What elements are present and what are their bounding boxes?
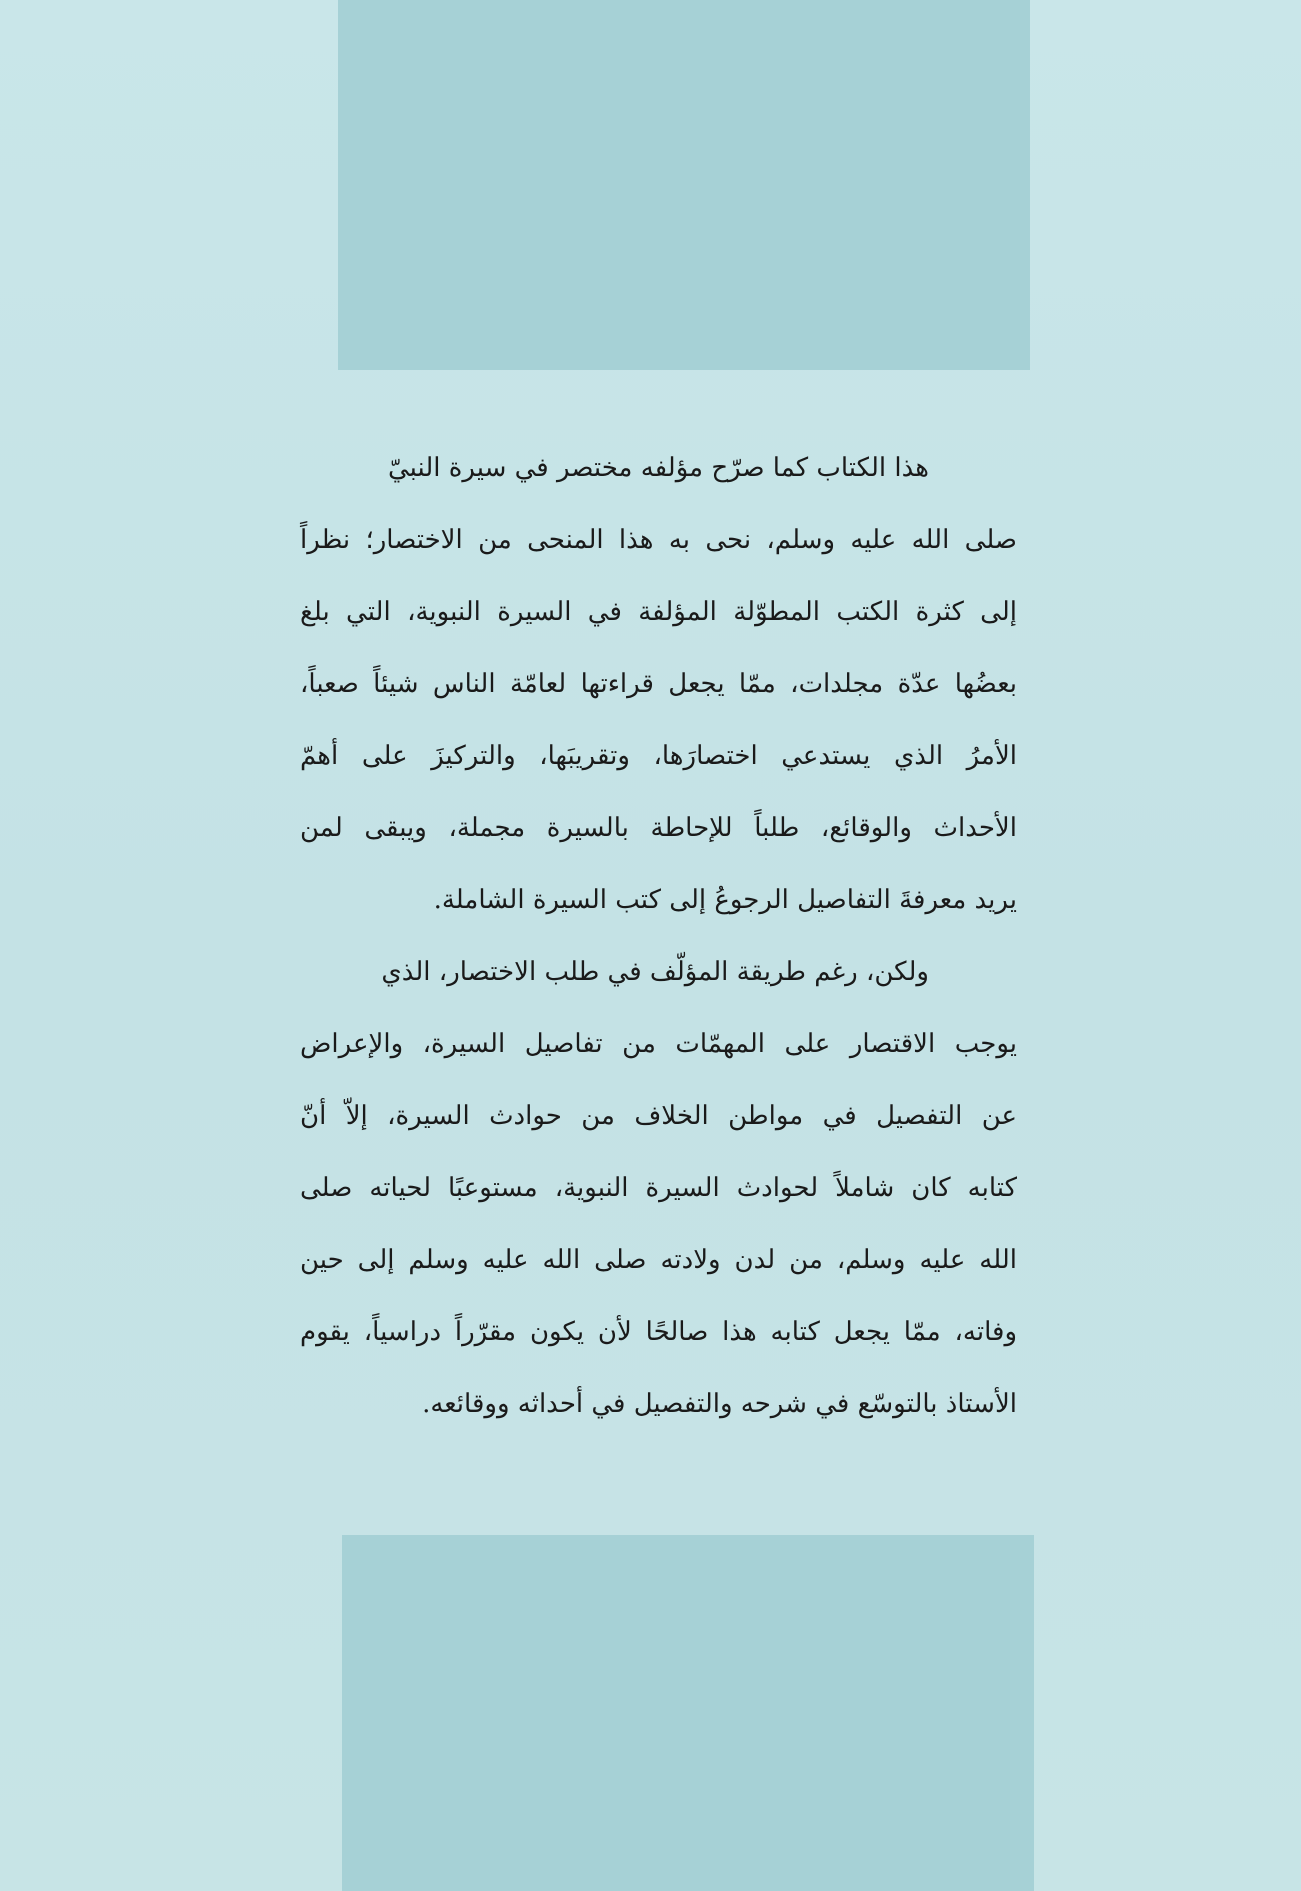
blurb-line: الأستاذ بالتوسّع في شرحه والتفصيل في أحداثه ووقائعه. [422, 1389, 1017, 1419]
blurb-line: الأمرُ الذي يستدعي اختصارَها، وتقريبَها، والتركيزَ على أهمّ [300, 741, 1017, 771]
blurb-line: الله عليه وسلم، من لدن ولادته صلى الله عليه وسلم إلى حين [300, 1245, 1017, 1275]
blurb-paragraph-2 [300, 936, 1017, 1440]
blurb-paragraph-1 [300, 432, 1017, 936]
blurb-line: بعضُها عدّة مجلدات، ممّا يجعل قراءتها لعامّة الناس شيئاً صعباً، [300, 669, 1017, 699]
bottom-decorative-band [342, 1535, 1034, 1891]
blurb-line: وفاته، ممّا يجعل كتابه هذا صالحًا لأن يكون مقرّراً دراسياً، يقوم [300, 1317, 1017, 1347]
blurb-line: صلى الله عليه وسلم، نحى به هذا المنحى من الاختصار؛ نظراً [300, 525, 1017, 555]
blurb-line: ولكن، رغم طريقة المؤلّف في طلب الاختصار، الذي [381, 957, 929, 987]
back-cover-blurb [300, 432, 1017, 1440]
blurb-line: هذا الكتاب كما صرّح مؤلفه مختصر في سيرة النبيّ [387, 453, 929, 483]
blurb-line: الأحداث والوقائع، طلباً للإحاطة بالسيرة مجملة، ويبقى لمن [300, 813, 1017, 843]
blurb-line: عن التفصيل في مواطن الخلاف من حوادث السيرة، إلاّ أنّ [300, 1101, 1017, 1131]
blurb-line: إلى كثرة الكتب المطوّلة المؤلفة في السيرة النبوية، التي بلغ [300, 597, 1017, 627]
blurb-line: كتابه كان شاملاً لحوادث السيرة النبوية، مستوعبًا لحياته صلى [300, 1173, 1017, 1203]
blurb-line: يريد معرفةَ التفاصيل الرجوعُ إلى كتب السيرة الشاملة. [433, 885, 1017, 915]
top-decorative-band [338, 0, 1030, 370]
blurb-line: يوجب الاقتصار على المهمّات من تفاصيل السيرة، والإعراض [300, 1029, 1017, 1059]
